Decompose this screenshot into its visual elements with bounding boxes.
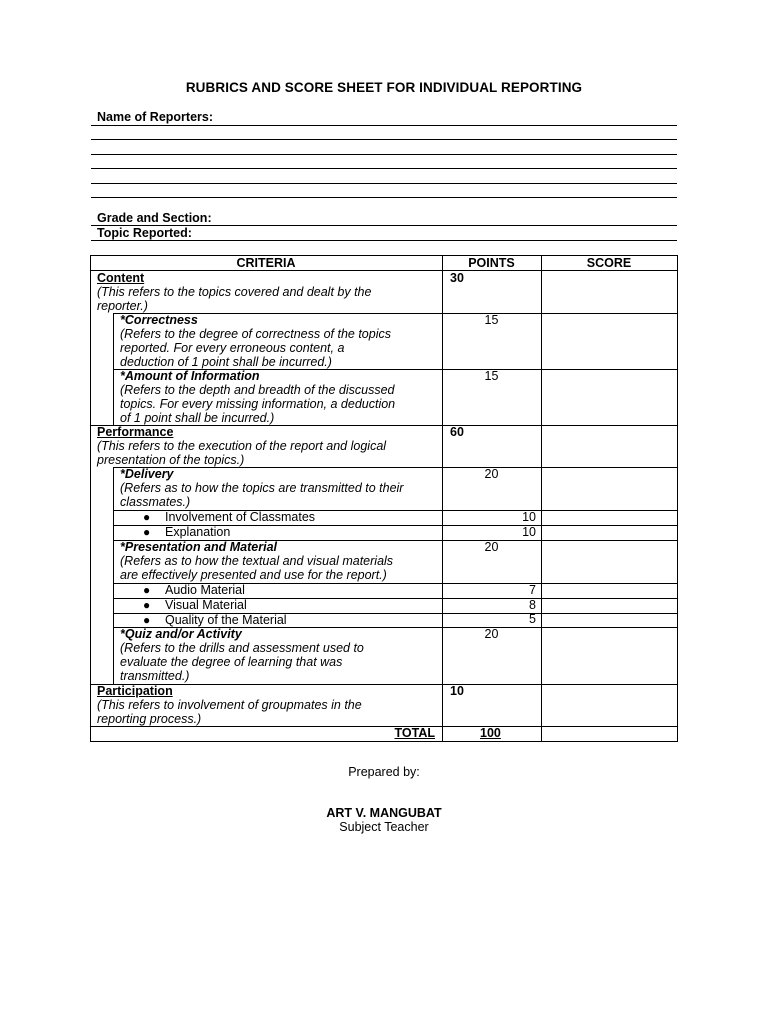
performance-desc-1: (This refers to the execution of the report and logical: [97, 439, 387, 453]
performance-score-cell[interactable]: [542, 426, 676, 466]
topic-reported-label: Topic Reported:: [97, 226, 192, 240]
content-desc-1: (This refers to the topics covered and dealt by the: [97, 285, 372, 299]
presentation-desc-2: are effectively presented and use for the report.): [120, 568, 387, 582]
amount-title: *Amount of Information: [120, 369, 260, 383]
quiz-desc-3: transmitted.): [120, 669, 190, 683]
header-points: POINTS: [468, 256, 515, 270]
participation-score-cell[interactable]: [542, 685, 676, 725]
delivery-item-1-points: 10: [522, 510, 536, 524]
total-points: 100: [480, 726, 501, 740]
performance-desc-2: presentation of the topics.): [97, 453, 245, 467]
correctness-points: 15: [484, 313, 499, 327]
amount-score-cell[interactable]: [542, 370, 676, 424]
col-divider-points: [442, 255, 443, 742]
participation-desc-1: (This refers to involvement of groupmates in the: [97, 698, 362, 712]
header-criteria: CRITERIA: [236, 256, 296, 270]
presentation-item-1-label: Audio Material: [165, 583, 245, 597]
performance-points: 60: [450, 425, 464, 439]
bullet-icon: ●: [143, 598, 151, 612]
participation-points: 10: [450, 684, 464, 698]
presentation-item-2-score-cell[interactable]: [542, 599, 676, 612]
teacher-name: ART V. MANGUBAT: [326, 806, 442, 820]
bullet-icon: ●: [143, 510, 151, 524]
delivery-title: *Delivery: [120, 467, 174, 481]
bullet-icon: ●: [143, 525, 151, 539]
correctness-desc-3: deduction of 1 point shall be incurred.): [120, 355, 332, 369]
delivery-item-2-points: 10: [522, 525, 536, 539]
prepared-by-label: Prepared by:: [348, 765, 420, 779]
delivery-desc-2: classmates.): [120, 495, 191, 509]
delivery-item-2-label: Explanation: [165, 525, 231, 539]
presentation-item-3-score-cell[interactable]: [542, 614, 676, 626]
quiz-desc-2: evaluate the degree of learning that was: [120, 655, 343, 669]
delivery-item-1-score-cell[interactable]: [542, 511, 676, 524]
grade-section-label: Grade and Section:: [97, 211, 212, 225]
presentation-item-1-points: 7: [529, 583, 536, 597]
amount-points: 15: [484, 369, 499, 383]
presentation-item-1-score-cell[interactable]: [542, 584, 676, 597]
amount-desc-1: (Refers to the depth and breadth of the discussed: [120, 383, 395, 397]
indent-line-performance: [113, 467, 114, 684]
correctness-desc-1: (Refers to the degree of correctness of the topics: [120, 327, 391, 341]
delivery-points: 20: [484, 467, 499, 481]
presentation-desc-1: (Refers as to how the textual and visual materials: [120, 554, 394, 568]
header-score: SCORE: [586, 256, 632, 270]
correctness-desc-2: reported. For every erroneous content, a: [120, 341, 345, 355]
teacher-role: Subject Teacher: [339, 820, 429, 834]
delivery-item-1-label: Involvement of Classmates: [165, 510, 316, 524]
quiz-desc-1: (Refers to the drills and assessment used to: [120, 641, 364, 655]
total-label: TOTAL: [394, 726, 435, 740]
content-points: 30: [450, 271, 464, 285]
presentation-item-2-label: Visual Material: [165, 598, 247, 612]
performance-title: Performance: [97, 425, 174, 439]
correctness-title: *Correctness: [120, 313, 198, 327]
quiz-score-cell[interactable]: [542, 628, 676, 683]
presentation-item-2-points: 8: [529, 598, 536, 612]
page-title: RUBRICS AND SCORE SHEET FOR INDIVIDUAL REPORTING: [185, 80, 583, 95]
amount-desc-3: of 1 point shall be incurred.): [120, 411, 275, 425]
presentation-points: 20: [484, 540, 499, 554]
presentation-item-3-label: Quality of the Material: [165, 613, 287, 627]
delivery-desc-1: (Refers as to how the topics are transmitted to their: [120, 481, 404, 495]
correctness-score-cell[interactable]: [542, 314, 676, 368]
name-of-reporters-label: Name of Reporters:: [97, 110, 213, 124]
content-desc-2: reporter.): [97, 299, 148, 313]
quiz-title: *Quiz and/or Activity: [120, 627, 242, 641]
bullet-icon: ●: [143, 583, 151, 597]
quiz-points: 20: [484, 627, 499, 641]
amount-desc-2: topics. For every missing information, a deduction: [120, 397, 396, 411]
delivery-score-cell[interactable]: [542, 468, 676, 509]
participation-desc-2: reporting process.): [97, 712, 202, 726]
delivery-item-2-score-cell[interactable]: [542, 526, 676, 539]
participation-title: Participation: [97, 684, 173, 698]
content-title: Content: [97, 271, 145, 285]
bullet-icon: ●: [143, 613, 151, 627]
content-score-cell[interactable]: [542, 271, 676, 312]
total-score-cell[interactable]: [542, 727, 676, 740]
presentation-score-cell[interactable]: [542, 541, 676, 582]
presentation-title: *Presentation and Material: [120, 540, 277, 554]
presentation-item-3-points: 5: [529, 612, 536, 626]
